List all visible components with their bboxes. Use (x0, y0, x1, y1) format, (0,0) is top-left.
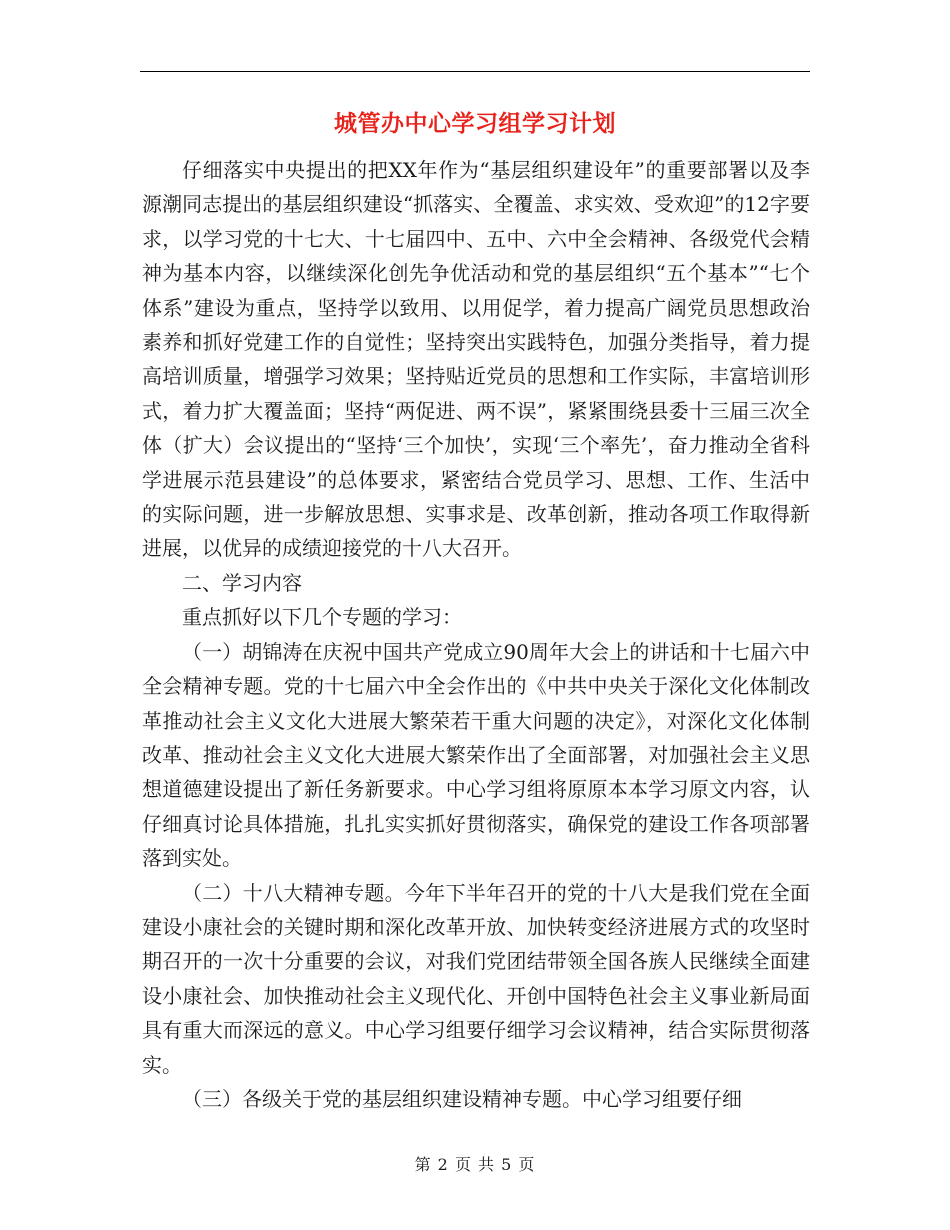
paragraph-topic-1: （一）胡锦涛在庆祝中国共产党成立90周年大会上的讲话和十七届六中全会精神专题。党的十七届六中全会作出的《中共中央关于深化文化体制改革推动社会主义文化大进展大繁荣若干重大问题的决定》，对深化文化体制改革、推动社会主义文化大进展大繁荣作出了全面部署，对加强社会主义思想道德建设提出了新任务新要求。中心学习组将原原本本学习原文内容，认仔细真讨论具体措施，扎扎实实抓好贯彻落实，确保党的建设工作各项部署落到实处。 (142, 639, 810, 871)
paragraph-topic-2: （二）十八大精神专题。今年下半年召开的党的十八大是我们党在全面建设小康社会的关键时期和深化改革开放、加快转变经济进展方式的攻坚时期召开的一次十分重要的会议，对我们党团结带领全国各族人民继续全面建设小康社会、加快推动社会主义现代化、开创中国特色社会主义事业新局面具有重大而深远的意义。中心学习组要仔细学习会议精神，结合实际贯彻落实。 (142, 880, 810, 1077)
header-rule (140, 71, 810, 72)
page-number-footer: 第 2 页 共 5 页 (414, 1155, 536, 1174)
paragraph-topics-lead: 重点抓好以下几个专题的学习： (182, 605, 462, 630)
paragraph-intro: 仔细落实中央提出的把XX年作为“基层组织建设年”的重要部署以及李源潮同志提出的基层组织建设“抓落实、全覆盖、求实效、受欢迎”的12字要求，以学习党的十七大、十七届四中、五中、六中全会精神、各级党代会精神为基本内容，以继续深化创先争优活动和党的基层组织“五个基本”“七个体系”建设为重点，坚持学以致用、以用促学，着力提高广阔党员思想政治素养和抓好党建工作的自觉性；坚持突出实践特色，加强分类指导，着力提高培训质量，增强学习效果；坚持贴近党员的思想和工作实际，丰富培训形式，着力扩大覆盖面；坚持“两促进、两不误”，紧紧围绕县委十三届三次全体（扩大）会议提出的“坚持‘三个加快’，实现‘三个率先’，奋力推动全省科学进展示范县建设”的总体要求，紧密结合党员学习、思想、工作、生活中的实际问题，进一步解放思想、实事求是、改革创新，推动各项工作取得新进展，以优异的成绩迎接党的十八大召开。 (142, 158, 810, 561)
paragraph-topic-3: （三）各级关于党的基层组织建设精神专题。中心学习组要仔细 (182, 1086, 742, 1111)
section-heading-study-content: 二、学习内容 (182, 570, 302, 595)
document-title: 城管办中心学习组学习计划 (334, 110, 616, 137)
document-body (142, 153, 810, 1116)
